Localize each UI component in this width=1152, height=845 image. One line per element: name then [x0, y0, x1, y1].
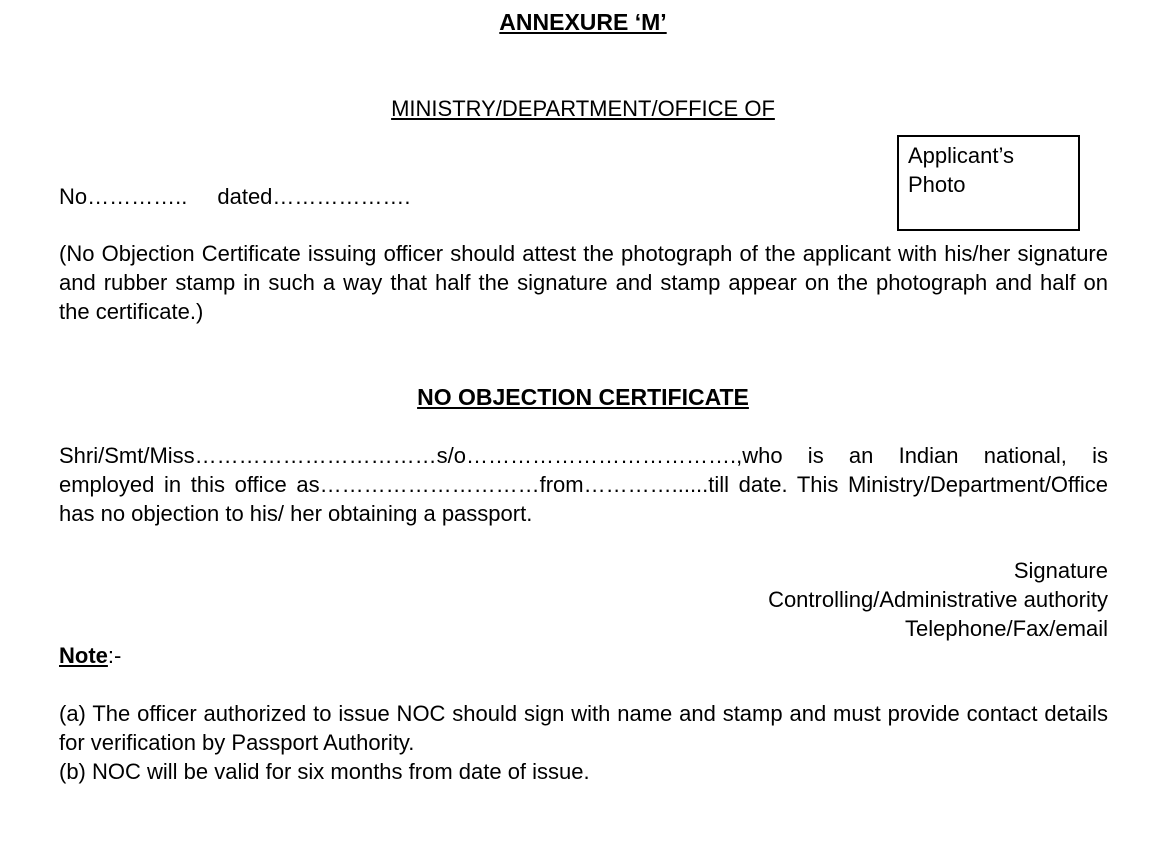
note-heading-suffix: :-	[107, 643, 122, 668]
annexure-title: ANNEXURE ‘M’	[499, 9, 667, 35]
signature-block	[768, 556, 1108, 643]
contact-label: Telephone/Fax/email	[904, 616, 1108, 641]
certificate-title: NO OBJECTION CERTIFICATE	[417, 384, 749, 410]
reference-line	[59, 184, 411, 210]
attestation-instruction: (No Objection Certificate issuing officer should attest the photograph of the applicant with his/her signature and rubber stamp in such a way that half the signature and stamp appear on the photograph and half on the certificate.)	[59, 241, 1108, 324]
note-heading	[59, 643, 121, 669]
signature-label: Signature	[1013, 558, 1108, 583]
authority-label: Controlling/Administrative authority	[768, 587, 1108, 612]
certificate-body: Shri/Smt/Miss……………………………s/o……………………………….,who is an Indian national, is employed in this office as…………………………from…………......till date. This Ministry/Department/Office has no objection to his/ her obtaining a passport.	[59, 443, 1108, 526]
note-heading-text: Note	[59, 643, 108, 668]
photo-box-label-line1: Applicant’s	[908, 143, 1014, 168]
ministry-heading: MINISTRY/DEPARTMENT/OFFICE OF	[391, 96, 775, 121]
note-list	[59, 699, 1108, 786]
photo-box-label-line2: Photo	[908, 172, 966, 197]
reference-dated: dated……………….	[217, 184, 411, 209]
note-item: (a) The officer authorized to issue NOC should sign with name and stamp and must provide contact details for verification by Passport Authority.	[59, 701, 1108, 755]
applicant-photo-box	[897, 135, 1080, 231]
note-item: (b) NOC will be valid for six months from date of issue.	[59, 759, 590, 784]
reference-number: No…………..	[59, 184, 188, 209]
